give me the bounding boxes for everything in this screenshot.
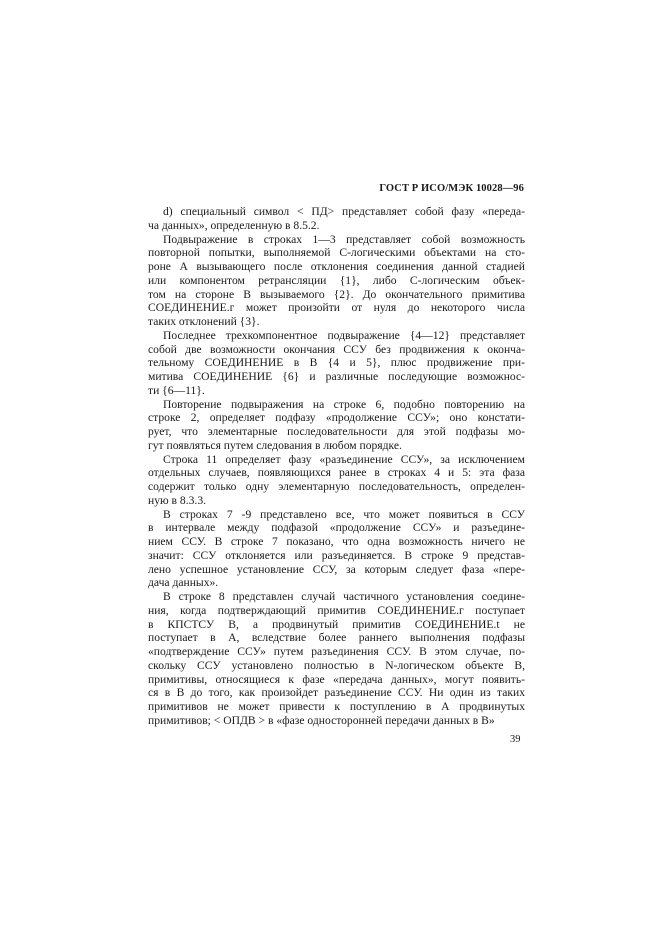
- page-number: 39: [510, 734, 521, 745]
- paragraph: [148, 590, 525, 728]
- text-line: ся в В до того, как произойдет разъединение ССУ. Ни один из таких: [148, 686, 525, 700]
- paragraph: [148, 233, 525, 329]
- text-line: СОЕДИНЕНИЕ.г может произойти от нуля до некоторого числа: [148, 301, 525, 315]
- text-line: содержит только одну элементарную последовательность, определен-: [148, 480, 525, 493]
- text-line: Подвыражение в строках 1—3 представляет собой возможность: [163, 232, 525, 246]
- document-header: ГОСТ Р ИСО/МЭК 10028—96: [379, 183, 524, 194]
- text-line: роне А вызывающего после отклонения соединения данной стадией: [148, 260, 525, 273]
- text-line: скольку ССУ установлено полностью в N-логическом объекте В,: [148, 658, 525, 672]
- text-line: Строка 11 определяет фазу «разъединение ССУ», за исключением: [163, 452, 525, 466]
- text-line: ную в 8.3.3.: [148, 493, 207, 507]
- text-line: примитивов не может привести к поступлению в А продвинутых: [148, 700, 525, 713]
- paragraph: [148, 453, 525, 508]
- text-line: собой две возможности окончания ССУ без продвижения к оконча-: [148, 342, 525, 356]
- text-line: таких отклонений {3}.: [148, 315, 260, 328]
- text-line: примитивы, относящиеся к фазе «передача данных», могут появить-: [148, 672, 525, 686]
- text-line: Повторение подвыражения на строке 6, подобно повторению на: [163, 397, 525, 411]
- text-line: нием ССУ. В строке 7 показано, что одна возможность ничего не: [148, 535, 525, 548]
- text-line: ти {6—11}.: [148, 383, 205, 397]
- text-line: Последнее трехкомпонентное подвыражение {4—12} представляет: [163, 328, 525, 342]
- text-line: повторной попытки, выполняемой С-логическими объектами на сто-: [148, 246, 525, 260]
- paragraph: [148, 329, 525, 398]
- text-line: В строках 7 -9 представлено все, что может появиться в ССУ: [163, 507, 525, 521]
- text-line: митива СОЕДИНЕНИЕ {6} и различные последующие возможнос-: [148, 370, 525, 383]
- paragraph: [148, 398, 525, 453]
- text-line: рует, что элементарные последовательности для этой подфазы мо-: [148, 425, 525, 438]
- text-line: гут появляться путем следования в любом порядке.: [148, 438, 402, 452]
- body-text: [148, 205, 525, 728]
- text-line: ния, когда подтверждающий примитив СОЕДИНЕНИЕ.г поступает: [148, 603, 525, 617]
- text-line: значит: ССУ отклоняется или разъединяется. В строке 9 представ-: [148, 548, 525, 562]
- text-line: в интервале между подфазой «продолжение ССУ» и разъедине-: [148, 521, 525, 535]
- text-line: тельному СОЕДИНЕНИЕ в В {4 и 5}, плюс продвижение при-: [148, 356, 525, 370]
- text-line: В строке 8 представлен случай частичного установления соедине-: [163, 590, 525, 603]
- text-line: в КПСТСУ В, а продвинутый примитив СОЕДИНЕНИЕ.t не: [148, 617, 525, 631]
- text-line: лено успешное установление ССУ, за которым следует фаза «пере-: [148, 562, 525, 576]
- paragraph: [148, 205, 525, 233]
- text-line: отдельных случаев, появляющихся ранее в строках 4 и 5: эта фаза: [148, 466, 525, 480]
- text-line: дача данных».: [148, 576, 219, 590]
- text-line: d) специальный символ < ПД> представляет собой фазу «переда-: [163, 205, 525, 218]
- text-line: ча данных», определенную в 8.5.2.: [148, 218, 320, 232]
- text-line: «подтверждение ССУ» путем разъединения ССУ. В этом случае, по-: [148, 645, 525, 658]
- text-line: том на стороне В вызываемого {2}. До окончательного примитива: [148, 287, 525, 301]
- text-line: примитивов; < ОПДВ > в «фазе односторонней передачи данных в В»: [148, 713, 495, 727]
- paragraph: [148, 508, 525, 591]
- text-line: строке 2, определяет подфазу «продолжение ССУ»; оно констати-: [148, 411, 525, 425]
- text-line: или компонентом ретрансляции {1}, либо С-логическим объек-: [148, 273, 525, 287]
- text-line: поступает в А, вследствие более раннего выполнения подфазы: [148, 631, 525, 645]
